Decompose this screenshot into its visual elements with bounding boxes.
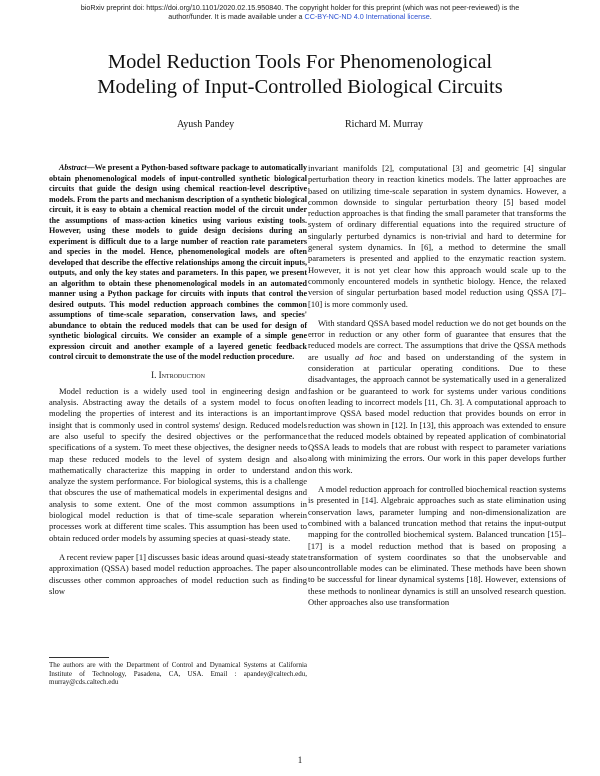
right-paragraph-1: invariant manifolds [2], computational [3] and geometric [4] singular perturbation theory in reaction kinetics models. The latter approaches are based on utilizing time-scale separation in system dynamics. However, a common downside to singular perturbation theory [5] based model reduction approaches is that finding the small parameter that transforms the system of ordinary differential equations into the required structure of singularly perturbed dynamics is non-trivial and hard to determine for general system dynamics. In [6], a method to determine the small parameters is presented and applied to the enzymatic reaction system. However, it is not yet clear how this approach would scale up to the commonly encountered models in synthetic biology. Hence, the relaxed version of singular perturbation based model reduction using QSSA [7]–[10] is more commonly used.	[308, 163, 566, 309]
paragraph-emphasis: ad hoc	[354, 351, 382, 362]
author-name: Ayush Pandey	[177, 119, 235, 130]
author-name: Richard M. Murray	[345, 119, 424, 130]
right-paragraph-3: A model reduction approach for controlled biochemical reaction systems is presented in [14]. Algebraic approaches such as state elimination using conservation laws, parameter lumping and non-dimensionalization are combined with a balanced truncation method that retains the input-output mapping for the controlled biochemical system. Balanced truncation [15]–[17] is a model reduction method that is based on proposing a transformation of system coordinates so that the unobservable and uncontrollable modes can be eliminated. These methods have been shown to be successful for linear dynamical systems [18]. However, extensions of these methods to nonlinear dynamics is still an unsolved research question. Other approaches also use transformation	[308, 484, 566, 607]
right-paragraph-2	[308, 318, 566, 476]
section-heading: I. Introduction	[151, 369, 205, 380]
intro-paragraph-2: A recent review paper [1] discusses basic ideas around quasi-steady state approximation (QSSA) based model reduction approaches. The paper also discusses other common approaches of model reduction such as finding slow	[49, 551, 307, 596]
title-line-1: Model Reduction Tools For Phenomenological	[107, 51, 493, 73]
paper-title	[40, 50, 560, 100]
preprint-header-line2	[0, 12, 600, 21]
preprint-header-line1: bioRxiv preprint doi: https://doi.org/10.1101/2020.02.15.950840. The copyright holder for this preprint (which was not peer-reviewed) is the	[80, 3, 520, 12]
paragraph-text: With standard QSSA based model reduction we do not get bounds on the error in reduction or any other form of guarantee that ensures that the reduced models are correct. The assumptions that drive the QSSA methods are usually	[308, 317, 567, 362]
intro-paragraph-1: Model reduction is a widely used tool in engineering design and analysis. Abstracting away the details of a system model to focus on modeling the properties of interest and its interactions is an important insight that is commonly used in control systems' design. Reduced models are also useful to specify the desired objectives or the performance specifications of a system. To meet these objectives, the designer needs to map these reduced models to the level of system design and also mathematically characterize this mapping in order to understand and analyze the system performance. For biological systems, this is a challenge that obscures the use of mathematical models in experimental designs and analysis to some extent. One of the most common assumptions in biological model reduction is that of time-scale separation wherein processes work at different time scales. This assumption has been used to obtain reduced order models by assuming species at quasi-steady state.	[49, 385, 307, 543]
left-column	[49, 163, 307, 597]
author-footnote: The authors are with the Department of Control and Dynamical Systems at California Institute of Technology, Pasadena, CA, USA. Email : apandey@caltech.edu, murray@cds.caltech.edu	[49, 661, 307, 687]
footnote-divider	[49, 657, 109, 658]
paragraph-text: and based on understanding of the system in consideration at particular operating conditions. Due to these disadvantages, the approach cannot be systematically used in a generalized fashion or be guaranteed to work for systems under various conditions often leading to incorrect models [11, Ch. 3]. A computational approach to improve QSSA based model reduction that provides bounds on error in reduction was shown in [12]. In [13], this approach was extended to ensure that the reduced models obtained by repeated application of combinatorial QSSA leads to models that are robust with respect to parameter variations along with minimizing the errors. Our work in this paper develops further on this work.	[308, 351, 566, 475]
page-number: 1	[297, 755, 303, 765]
preprint-header	[0, 3, 600, 21]
license-link[interactable]: CC-BY-NC-ND 4.0 International license	[304, 12, 430, 21]
abstract-text: —We present a Python-based software package to automatically obtain phenomenological models of input-controlled synthetic biological circuits that guide the design using chemical reaction-level descriptive models. From the parts and mechanism description of a synthetic biological circuit, it is easy to obtain a chemical reaction model of the circuit under the assumptions of mass-action kinetics using various existing tools. However, using these models to guide design decisions during an experiment is difficult due to a large number of reaction rate parameters and species in the model. Hence, phenomenological models are often developed that describe the effective relationships among the circuit inputs, outputs, and only the key states and parameters. In this paper, we present an algorithm to obtain these phenomenological models in an automated manner using a Python package for circuits with inputs that control the desired outputs. This model reduction approach combines the common assumptions of time-scale separation, conservation laws, and species' abundance to obtain the reduced models that can be used for design of synthetic biological circuits. We consider an example of a simple gene expression circuit and another example of a layered genetic feedback control circuit to demonstrate the use of the model reduction procedure.	[49, 163, 307, 361]
abstract-lead: Abstract	[59, 163, 87, 172]
right-column	[308, 163, 566, 608]
abstract	[49, 163, 307, 363]
license-prefix: author/funder. It is made available under a	[168, 12, 305, 21]
license-suffix: .	[429, 12, 432, 21]
title-line-2: Modeling of Input-Controlled Biological Circuits	[97, 76, 503, 98]
